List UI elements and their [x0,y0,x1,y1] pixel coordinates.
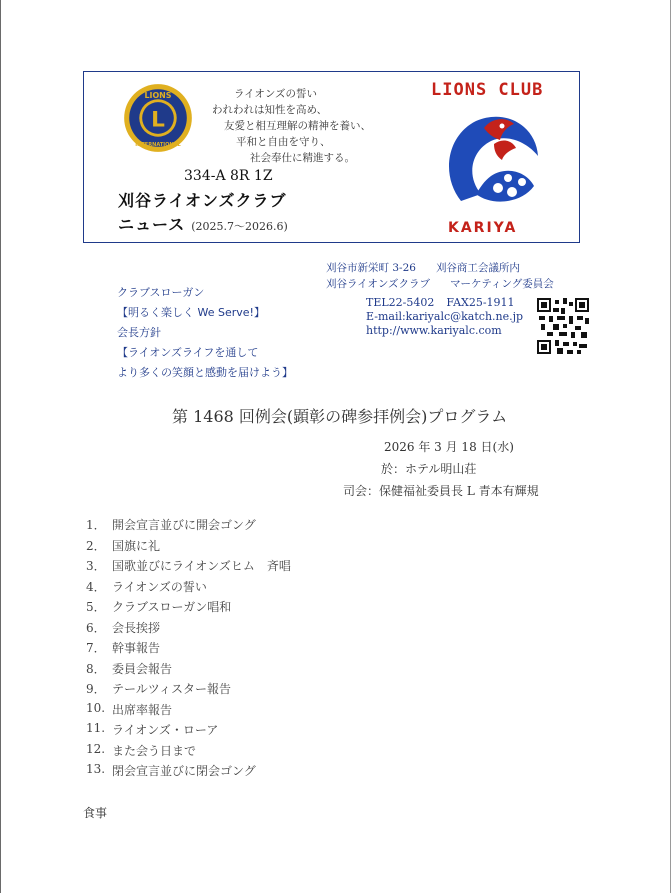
meeting-venue: 於：ホテル明山荘 [381,462,477,476]
agenda-item: 13. 閉会宣言並びに閉会ゴング [86,762,256,778]
policy-label: 会長方針 [117,326,161,339]
newsletter-header [83,71,580,243]
program-title: 第 1468 回例会(顕彰の碑参拝例会)プログラム [172,407,508,426]
agenda-item: 5． クラブスローガン唱和 [86,600,232,614]
agenda-item: 4． ライオンズの誓い [86,579,207,594]
agenda-item: 2． 国旗に礼 [86,538,161,553]
lions-pledge [212,86,392,166]
agenda-item: 6． 会長挨拶 [86,620,161,635]
news-period: (2025.7～2026.6) [191,220,288,233]
agenda-item: 8． 委員会報告 [86,661,173,676]
website-link[interactable]: http://www.kariyalc.com [366,324,502,337]
meeting-date: 2026 年 3 月 18 日(水) [384,440,514,454]
news-title [118,212,288,235]
agenda-item: 9． テールツィスター報告 [86,682,232,696]
agenda-item: 12. また会う日まで [86,741,197,758]
kariya-wordmark: KARIYA [448,220,518,236]
svg-text:L: L [151,107,165,133]
pledge-line: 社会奉仕に精進する。 [250,152,355,164]
club-name: 刈谷ライオンズクラブ [118,191,287,210]
qr-code-icon[interactable] [537,298,589,354]
address-line-1: 刈谷市新栄町 3-26 刈谷商工会議所内 [326,262,520,274]
lions-club-wordmark: LIONS CLUB [431,80,544,100]
emblem-bottom-text: INTERNATIONAL [135,142,181,149]
slogan-label: クラブスローガン [117,286,205,299]
tel: TEL22-5402 [366,296,435,309]
master-of-ceremonies: 司会：保健福祉委員長 L 青本有輝規 [343,484,539,498]
policy-line: 【ライオンズライフを通して [117,346,259,359]
emblem-top-text: LIONS [144,90,172,100]
club-address [326,260,554,292]
pledge-line: 平和と自由を守り、 [236,136,331,148]
club-slogan [117,283,293,383]
district-code: 334-A 8R 1Z [184,168,273,184]
kariya-dragon-logo-icon [436,106,546,216]
agenda-item: 7． 幹事報告 [86,641,161,655]
agenda-item: 11. ライオンズ・ローア [86,721,219,737]
contact-info [366,296,523,338]
page-left-edge [0,0,1,893]
agenda-item: 1． 開会宣言並びに開会ゴング [86,518,256,532]
fax: FAX25-1911 [446,296,515,309]
agenda-item: 10. 出席率報告 [86,700,173,717]
pledge-line: われわれは知性を高め、 [212,104,328,116]
meal-note: 食事 [83,806,108,820]
agenda-item: 3． 国歌並びにライオンズヒム 斉唱 [86,559,291,573]
slogan-text: 【明るく楽しく We Serve!】 [117,306,265,319]
email-link[interactable]: E-mail:kariyalc@katch.ne.jp [366,310,524,323]
phone-fax [366,296,523,310]
agenda-list [86,516,291,783]
pledge-line: 友愛と相互理解の精神を養い、 [224,120,371,132]
pledge-title: ライオンズの誓い [234,88,318,100]
lions-international-emblem-icon [122,82,194,154]
policy-line: より多くの笑顔と感動を届けよう】 [117,366,293,379]
address-line-2: 刈谷ライオンズクラブ マーケティング委員会 [326,278,554,290]
news-title-text: ニュース [118,215,186,234]
